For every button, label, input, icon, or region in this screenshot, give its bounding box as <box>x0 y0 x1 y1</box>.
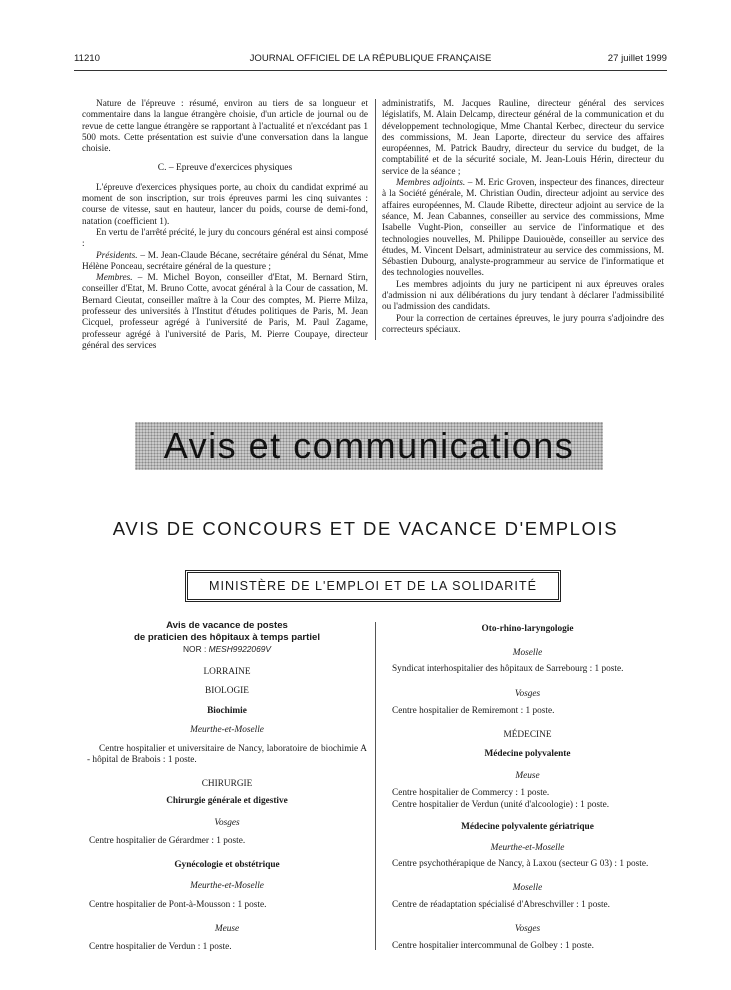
nor-reference <box>87 644 367 656</box>
paragraph <box>82 251 368 274</box>
paragraph: Nature de l'épreuve : résumé, environ au tiers de sa longueur et commentaire dans la langue étrangère choisie, d'un article de journal ou de revue de cette langue étrangère se rapportant à l'actualité et n'excédant pas 1 500 mots. Cette présentation est suivie d'une conversation dans la langue choisie. <box>82 99 368 155</box>
department-heading: Moselle <box>512 647 543 658</box>
subspecialty-heading: Oto-rhino-laryngologie <box>481 624 574 634</box>
notice-title <box>87 620 367 643</box>
ministry-name: MINISTÈRE DE L'EMPLOI ET DE LA SOLIDARITÉ <box>208 579 537 593</box>
hospital-entry: Centre hospitalier de Verdun (unité d'alcoologie) : 1 poste. <box>392 799 610 810</box>
department-heading: Vosges <box>514 923 541 934</box>
hospital-entry: Centre hospitalier et universitaire de Nancy, laboratoire de biochimie A - hôpital de Brabois : 1 poste. <box>87 743 367 765</box>
role-label: Présidents. <box>96 250 138 261</box>
hospital-entry: Centre hospitalier de Gérardmer : 1 poste. <box>89 836 246 846</box>
paragraph: administratifs, M. Jacques Rauline, directeur général des services législatifs, M. Alain Delcamp, directeur général de la communication et du développement technologique, Mme Chantal Kerbec, directeur du service des commissions, M. Jean Laporte, directeur du service des affaires européennes, M. Patrick Baudry, directeur du service du budget, de la comptabilité et de la sécurité sociale, M. Jean-Louis Hérin, directeur du service de la séance ; <box>382 99 664 177</box>
journal-title: JOURNAL OFFICIEL DE LA RÉPUBLIQUE FRANÇAISE <box>249 53 492 64</box>
paragraph-text: – M. Jean-Claude Bécane, secrétaire général du Sénat, Mme Hélène Ponceau, secrétaire général de la questure ; <box>82 250 368 272</box>
region-heading: LORRAINE <box>203 666 251 677</box>
nor-code: MESH9922069V <box>208 644 271 654</box>
subspecialty-heading: Biochimie <box>207 705 247 716</box>
paragraph: L'épreuve d'exercices physiques porte, au choix du candidat exprimé au moment de son inscription, sur trois épreuves parmi les cinq suivantes : course de vitesse, saut en hauteur, lancer du poids, course de demi-fond, natation (coefficient 1). <box>82 182 368 227</box>
paragraph: En vertu de l'arrêté précité, le jury du concours général est ainsi composé : <box>82 227 368 250</box>
subspecialty-heading: Gynécologie et obstétrique <box>174 859 280 870</box>
column-divider <box>375 622 376 950</box>
notice-title-line: de praticien des hôpitaux à temps partiel <box>133 631 321 643</box>
hospital-entry: Centre hospitalier de Commercy : 1 poste. <box>392 788 550 798</box>
page-number: 11210 <box>74 53 100 64</box>
hospital-entry: Syndicat interhospitalier des hôpitaux de Sarrebourg : 1 poste. <box>392 664 624 674</box>
subheading: C. – Epreuve d'exercices physiques <box>157 163 293 174</box>
department-heading: Meuse <box>515 770 540 781</box>
hospital-entry: Centre hospitalier intercommunal de Golbey : 1 poste. <box>392 941 594 951</box>
department-heading: Meurthe-et-Moselle <box>190 725 264 735</box>
notice-title-line: Avis de vacance de postes <box>166 620 288 631</box>
subspecialty-heading: Médecine polyvalente <box>484 749 571 759</box>
issue-date: 27 juillet 1999 <box>607 53 667 64</box>
department-heading: Meuse <box>214 924 240 934</box>
department-heading: Meurthe-et-Moselle <box>190 881 264 891</box>
paragraph-text: – M. Eric Groven, inspecteur des finances, directeur à la Société générale, M. Christian Oudin, directeur adjoint au service des affaires européennes, M. Claude Ribette, directeur adjoint au service de la séance, M. Jean Cabannes, conseiller au service des commissions, Mme Isabelle Vught-Pion, conseiller au service de l'informatique et des technologies nouvelles, M. Philippe Dauiouède, conseiller au service des études, M. Vincent Delsart, administrateur au service des commissions, M. Sébastien Dubourg, analyste-programmeur au service de l'informatique et des technologies nouvelles. <box>382 178 664 279</box>
upper-right-column <box>382 99 664 336</box>
paragraph: Les membres adjoints du jury ne participent ni aux épreuves orales d'admission ni aux délibérations du jury tendant à déclarer l'admissibilité ou l'admission des candidats. <box>382 279 664 313</box>
paragraph: Pour la correction de certaines épreuves, le jury pourra s'adjoindre des correcteurs spéciaux. <box>382 313 664 335</box>
subspecialty-heading: Chirurgie générale et digestive <box>166 796 288 806</box>
hospital-entry: Centre hospitalier de Pont-à-Mousson : 1 poste. <box>89 899 267 910</box>
hospital-entry: Centre hospitalier de Verdun : 1 poste. <box>89 941 232 952</box>
paragraph <box>82 273 368 352</box>
department-heading: Meurthe-et-Moselle <box>490 842 565 853</box>
upper-left-column <box>82 99 368 352</box>
specialty-heading: BIOLOGIE <box>205 686 249 696</box>
subspecialty-heading: Médecine polyvalente gériatrique <box>461 822 594 832</box>
paragraph-text: – M. Michel Boyon, conseiller d'Etat, M. Bernard Stirn, conseiller d'Etat, M. Bruno Cotte, avocat général à la Cour de cassation, M. Bernard Cieutat, conseiller maître à la Cour des comptes, M. Pierre Milza, professeur des universités à l'Institut d'études politiques de Paris, M. Jean Cicquel, professeur agrégé à l'université de Paris, M. Paul Zagame, professeur agrégé à l'université de Paris, M. Pierre Coupaye, directeur général des services <box>82 273 368 351</box>
nor-label: NOR : <box>183 644 209 654</box>
specialty-heading: MÉDECINE <box>503 729 552 740</box>
specialty-heading: CHIRURGIE <box>201 778 253 789</box>
hospital-entry: Centre psychothérapique de Nancy, à Laxou (secteur G 03) : 1 poste. <box>392 859 649 869</box>
section-title: AVIS DE CONCOURS ET DE VACANCE D'EMPLOIS <box>112 518 619 539</box>
column-divider <box>375 99 376 340</box>
lower-left-column <box>87 620 367 953</box>
department-heading: Vosges <box>514 688 541 699</box>
running-header <box>74 53 667 67</box>
header-rule <box>74 70 667 71</box>
ministry-box <box>187 572 559 600</box>
role-label: Membres. <box>96 273 133 284</box>
hospital-entry: Centre hospitalier de Remiremont : 1 poste. <box>392 706 555 716</box>
hospital-entry: Centre de réadaptation spécialisé d'Abreschviller : 1 poste. <box>392 900 611 910</box>
banner-title: Avis et communications <box>163 425 575 466</box>
department-heading: Vosges <box>214 817 240 828</box>
lower-right-column <box>390 620 665 953</box>
role-label: Membres adjoints. <box>396 178 466 189</box>
department-heading: Moselle <box>512 882 543 893</box>
paragraph <box>382 178 664 280</box>
section-banner <box>135 422 603 470</box>
